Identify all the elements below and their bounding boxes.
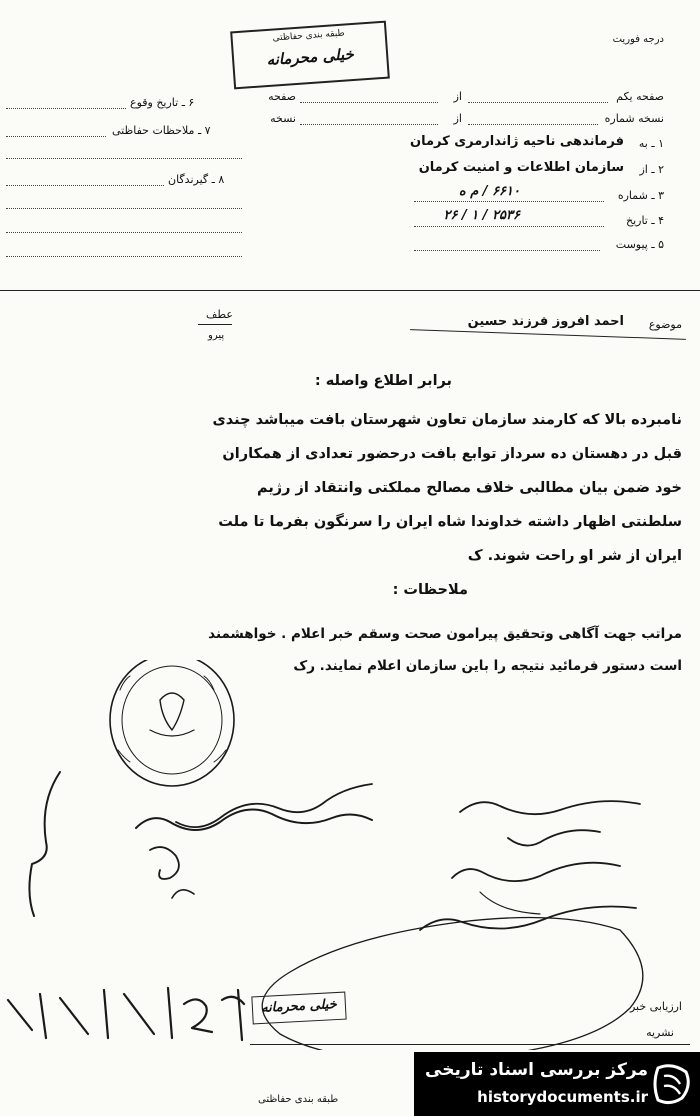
page-number-end: صفحه (268, 90, 296, 103)
subject-value: احمد افروز فرزند حسین (467, 314, 624, 329)
footer-classification-stamp (251, 992, 346, 1025)
protective-remarks-label: ۷ ـ ملاحظات حفاظتی (112, 124, 211, 137)
date-value: ۲۶ / ۱ / ۲۵۳۶ (443, 208, 520, 223)
classification-stamp (230, 21, 390, 90)
to-label: ۱ ـ به (638, 137, 664, 150)
body-line-2: قبل در دهستان ده سرداز توابع بافت درحضور تعدادی از همکاران (222, 446, 682, 462)
subject-underline (410, 329, 686, 340)
body-line-4: سلطنتی اظهار داشته خداوندا شاه ایران را سرنگون بفرما تا ملت (218, 514, 682, 530)
classification-value: خیلی محرمانه (265, 44, 355, 70)
subject-label: موضوع (648, 318, 682, 331)
number-value: ۶۶۱۰ / م ه (458, 184, 520, 199)
remarks-line-1: مراتب جهت آگاهی وتحقیق پیرامون صحت وسقم خبر اعلام . خواهشمند (208, 626, 682, 642)
remarks-line-2: است دستور فرمائید نتیجه را باین سازمان اعلام نمایند. رک (293, 658, 682, 674)
footer-classification-value: خیلی محرمانه (260, 997, 338, 1016)
priority-label: درجه فوریت (612, 34, 664, 45)
classification-caption: طبقه بندی حفاظتی (272, 28, 346, 44)
page-number-of: از (453, 90, 462, 103)
body-line-3: خود ضمن بیان مطالبی خلاف مصالح مملکتی وانتقاد از رژیم (256, 480, 682, 496)
header-divider (0, 290, 700, 291)
event-date-label: ۶ ـ تاریخ وقوع (130, 96, 195, 109)
date-label: ۴ ـ تاریخ (625, 214, 664, 227)
archive-logo-icon (652, 1062, 692, 1106)
watermark-logo (414, 1052, 700, 1116)
evaluation-label: ارزیابی خبر (629, 1000, 682, 1013)
copy-number-label: نسخه شماره (604, 112, 664, 125)
watermark-title: مرکز بررسی اسناد تاریخی (425, 1060, 648, 1080)
page-number-label: صفحه یکم (616, 90, 664, 103)
round-seal (110, 660, 234, 786)
from-value: سازمان اطلاعات و امنیت کرمان (418, 160, 624, 175)
handwritten-number (8, 1028, 224, 1074)
body-line-5: ایران از شر او راحت شوند. ک (467, 548, 682, 564)
recipients-label: ۸ ـ گیرندگان (168, 173, 225, 186)
attachment-label: ۵ ـ پیوست (615, 238, 664, 251)
body-line-1: نامبرده بالا که کارمند سازمان تعاون شهرستان بافت میباشد چندی (212, 412, 682, 428)
number-label: ۳ ـ شماره (617, 189, 664, 202)
to-value: فرماندهی ناحیه ژاندارمری کرمان (410, 134, 624, 149)
atf-label: عطف (206, 308, 233, 321)
distribution-label: نشریه (646, 1026, 674, 1039)
peyro-label: پیرو (208, 330, 225, 341)
remarks-label: ملاحظات : (392, 582, 468, 598)
margin-note-handwriting (29, 772, 372, 916)
copy-number-end: نسخه (270, 112, 296, 125)
footer-classification-caption: طبقه بندی حفاظتی (258, 1094, 339, 1105)
intro-text: برابر اطلاع واصله : (314, 373, 452, 389)
watermark-url: historydocuments.ir (477, 1088, 648, 1106)
copy-number-of: از (453, 112, 462, 125)
from-label: ۲ ـ از (639, 163, 664, 176)
handwriting-layer (0, 660, 700, 1050)
